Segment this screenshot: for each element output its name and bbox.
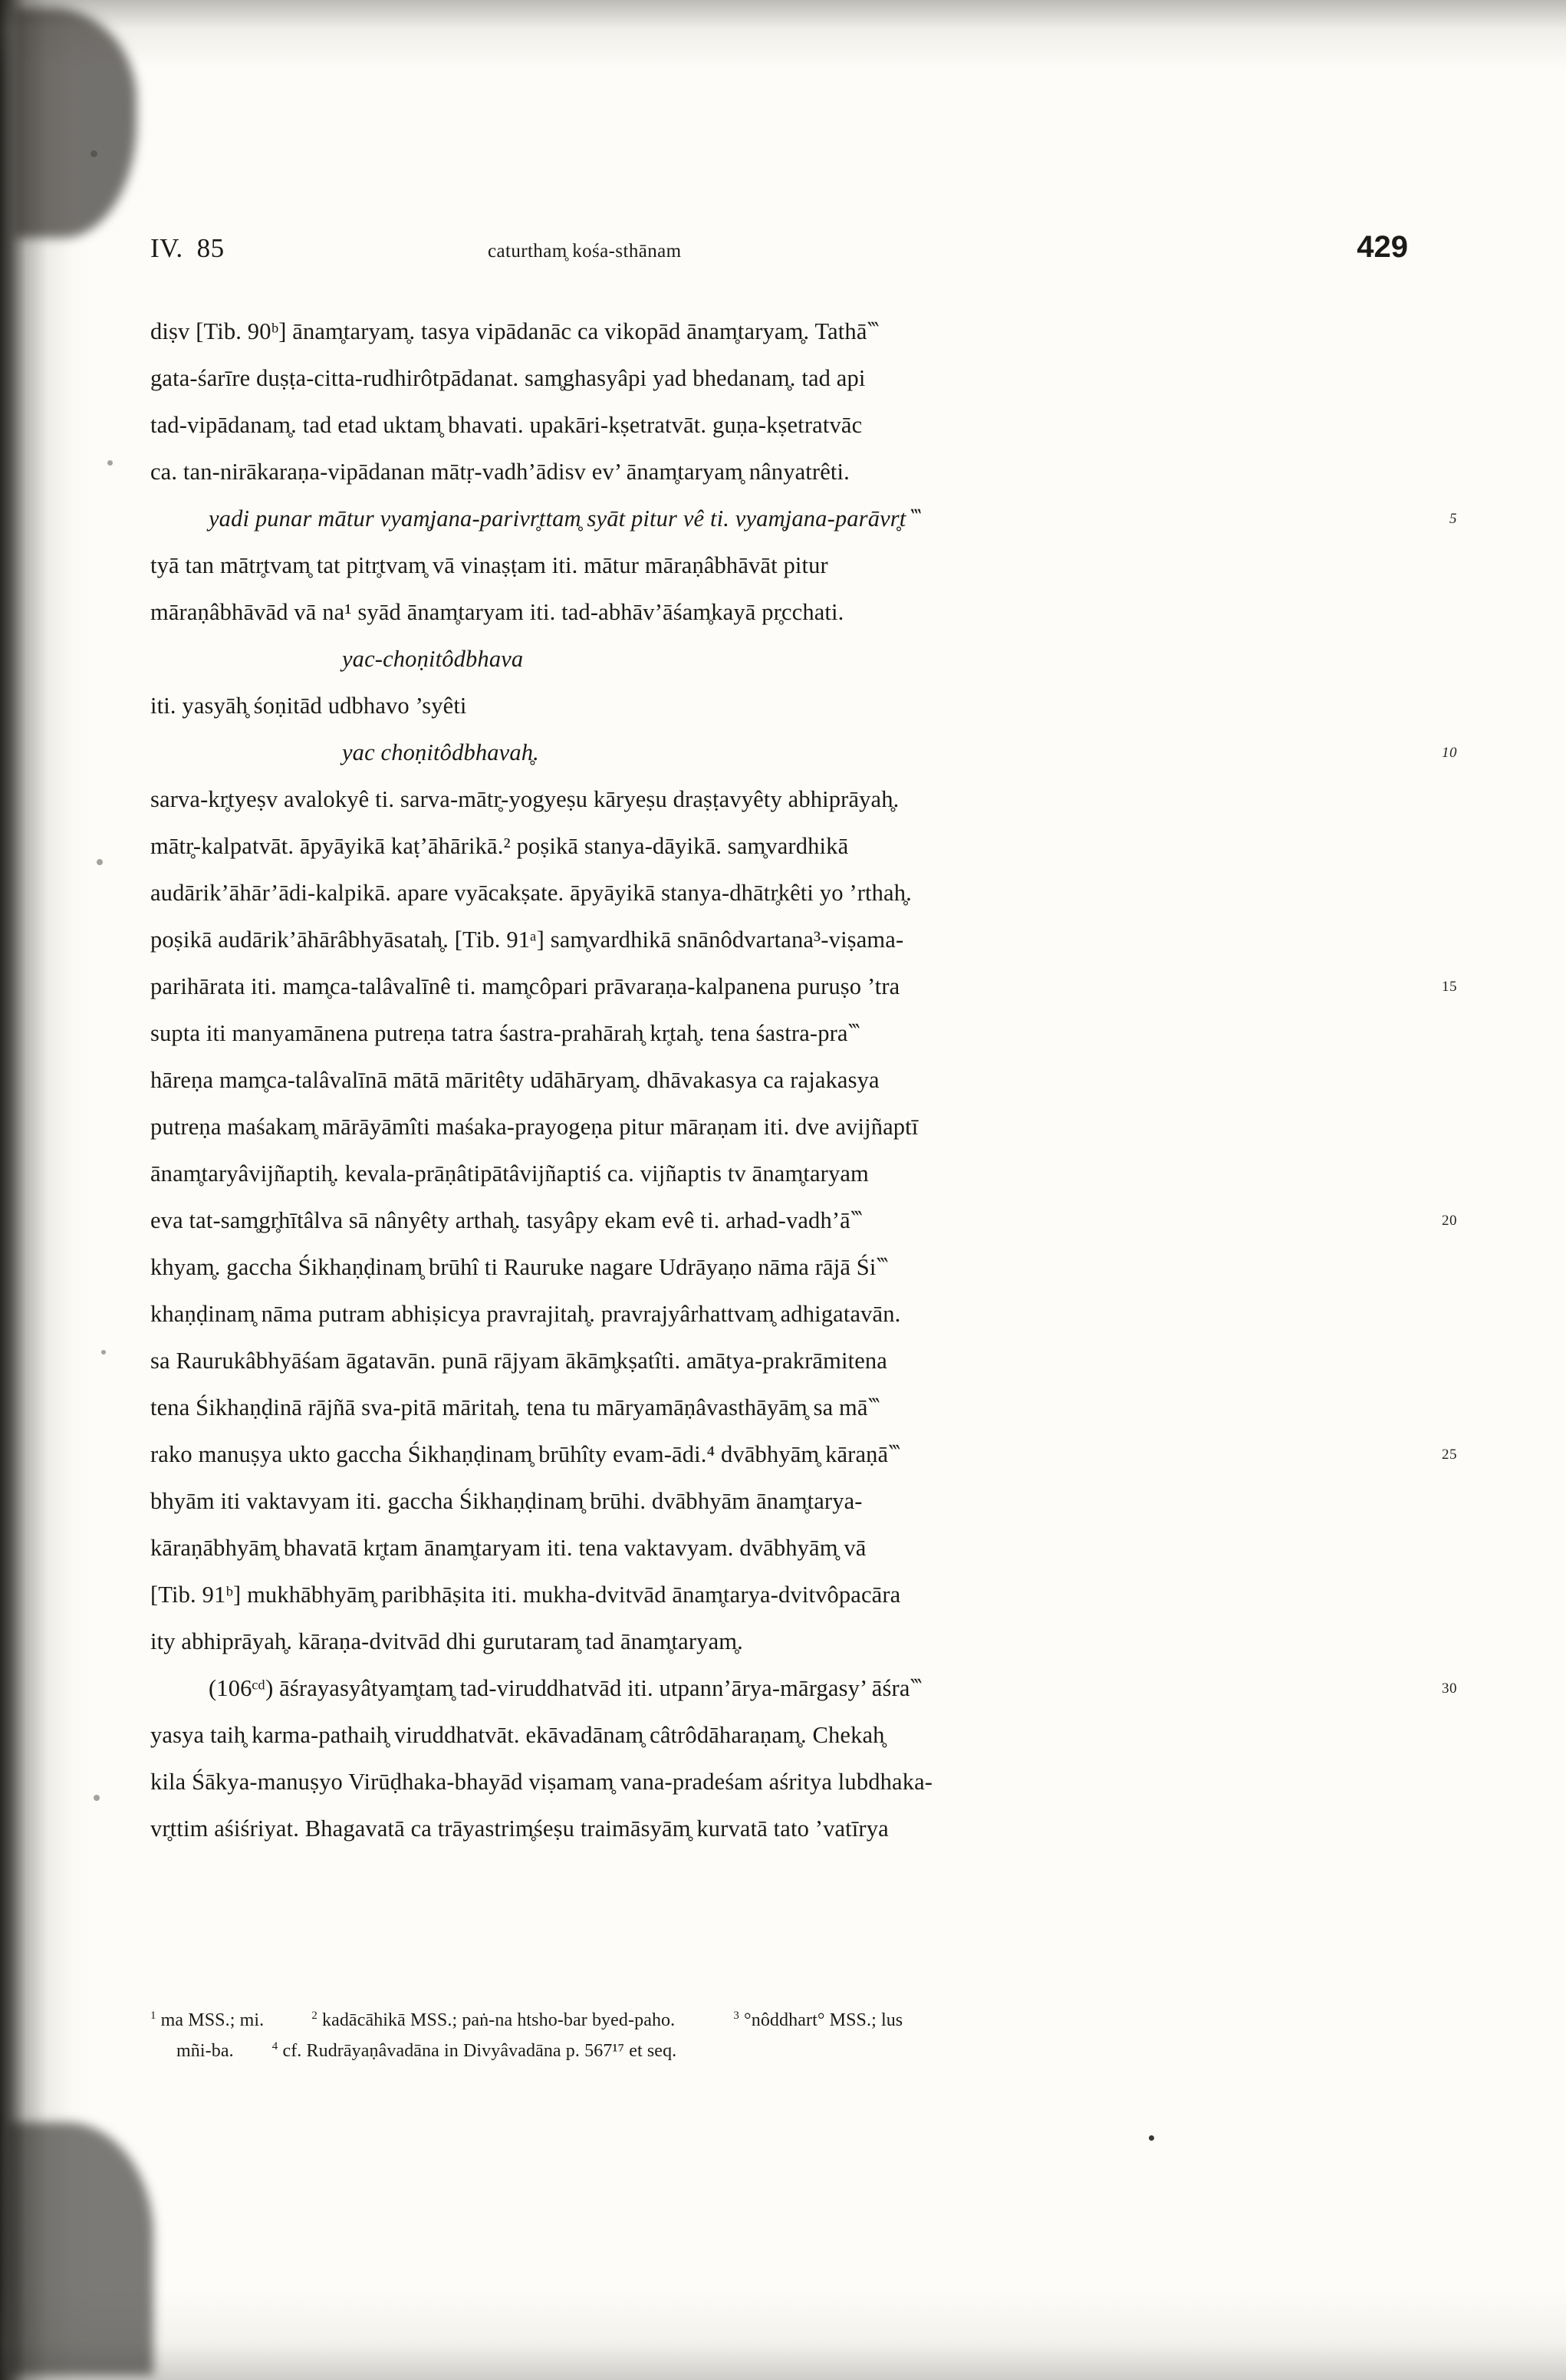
text-line: [150, 1665, 1457, 1712]
footnote-marker-1: 1: [150, 2010, 156, 2022]
scan-edge-shadow-left: [0, 0, 92, 2380]
text-line: mātr̥-kalpatvāt. āpyāyikā kaṭ’āhārikā.² poṣikā stanya-dāyikā. sam̥vardhikā: [150, 833, 849, 859]
running-title: caturtham̥ kośa-sthānam: [488, 241, 682, 262]
footnote-text-4: cf. Rudrāyaṇâvadāna in Divyâvadāna p. 567¹⁷ et seq.: [282, 2041, 677, 2061]
folio-reference: [150, 233, 225, 264]
scan-edge-shadow-top: [0, 0, 1566, 69]
scan-speck: [90, 150, 97, 157]
folio-number: 85: [196, 233, 225, 263]
text-line: poṣikā audārik’āhārâbhyāsatah̥. [Tib. 91ᵃ] sam̥vardhikā snānôdvartana³-viṣama-: [150, 927, 904, 953]
running-head: [150, 230, 1408, 275]
text-line: sa Raurukâbhyāśam āgatavān. punā rājyam ākām̥kṣatîti. amātya-prakrāmitena: [150, 1348, 887, 1374]
text-line: sarva-kr̥tyeṣv avalokyê ti. sarva-mātr̥-yogyeṣu kāryeṣu draṣṭavyêty abhiprāyah̥.: [150, 786, 900, 812]
text-line: yac-choṇitôdbhava: [342, 646, 524, 672]
text-line: tena Śikhaṇḍinā rājñā sva-pitā māritah̥. tena tu māryamāṇâvasthāyām̥ sa mā‷: [150, 1394, 880, 1420]
footnote-marker-3: 3: [733, 2010, 739, 2022]
text-line: [150, 1431, 1457, 1478]
footnote-continuation: mñi-ba.: [176, 2041, 234, 2061]
text-line: bhyām iti vaktavyam iti. gaccha Śikhaṇḍinam̥ brūhi. dvābhyām ānam̥tarya-: [150, 1488, 863, 1514]
text-line: iti. yasyāh̥ śoṇitād udbhavo ’syêti: [150, 693, 467, 719]
scan-speck: [107, 460, 113, 466]
scan-artifact-bottom-left: [8, 2122, 153, 2375]
line-number-10: 10: [1442, 745, 1457, 761]
text-line-content: yac choṇitôdbhavah̥.: [342, 739, 539, 765]
line-number-20: 20: [1442, 1213, 1457, 1229]
text-line: kila Śākya-manuṣyo Virūḍhaka-bhayād viṣamam̥ vana-pradeśam aśritya lubdhaka-: [150, 1769, 933, 1795]
text-line: khyam̥. gaccha Śikhaṇḍinam̥ brūhî ti Rauruke nagare Udrāyaṇo nāma rājā Śi‷: [150, 1254, 889, 1280]
text-line: khaṇḍinam̥ nāma putram abhiṣicya pravrajitah̥. pravrajyârhattvam̥ adhigatavān.: [150, 1301, 901, 1327]
text-line: [150, 729, 1457, 776]
text-line: kāraṇābhyām̥ bhavatā kr̥tam ānam̥taryam iti. tena vaktavyam. dvābhyām̥ vā: [150, 1535, 867, 1561]
text-line: audārik’āhār’ādi-kalpikā. apare vyācakṣate. āpyāyikā stanya-dhātr̥kêti yo ’rthah̥.: [150, 880, 912, 906]
ink-dot: [1149, 2135, 1154, 2141]
text-line: ca. tan-nirākaraṇa-vipādanan mātṛ-vadh’ādisv ev’ ānam̥taryam̥ nânyatrêti.: [150, 459, 850, 485]
text-line: yasya taih̥ karma-pathaih̥ viruddhatvāt. ekāvadānam̥ câtrôdāharaṇam̥. Chekah̥: [150, 1722, 885, 1748]
folio-label: IV.: [150, 233, 183, 263]
text-line-content: (106ᶜᵈ) āśrayasyâtyam̥tam̥ tad-viruddhatvād iti. utpann’ārya-mārgasy’ āśra‷: [209, 1675, 923, 1701]
text-line: [150, 1197, 1457, 1244]
text-line: hāreṇa mam̥ca-talâvalīnā mātā māritêty udāhāryam̥. dhāvakasya ca rajakasya: [150, 1067, 880, 1093]
line-number-30: 30: [1442, 1680, 1457, 1697]
text-line: ānam̥taryâvijñaptih̥. kevala-prāṇâtipātâvijñaptiś ca. vijñaptis tv ānam̥taryam: [150, 1160, 869, 1187]
line-number-5: 5: [1449, 511, 1457, 527]
scan-speck: [94, 1795, 100, 1801]
text-line-content: yadi punar mātur vyam̥jana-parivr̥ttam̥ syāt pitur vê ti. vyam̥jana-parāvr̥t‷: [209, 505, 919, 532]
line-number-15: 15: [1442, 979, 1457, 995]
page-number: 429: [1357, 230, 1408, 264]
scan-speck: [97, 859, 103, 865]
text-line: [150, 963, 1457, 1010]
scan-artifact-top-left: [14, 8, 137, 238]
footnote-marker-4: 4: [271, 2040, 278, 2052]
scan-speck: [101, 1350, 106, 1355]
text-line: putreṇa maśakam̥ mārāyāmîti maśaka-prayogeṇa pitur māraṇam iti. dve avijñaptī: [150, 1114, 919, 1140]
text-line: tyā tan mātr̥tvam̥ tat pitr̥tvam̥ vā vinaṣṭam iti. mātur māraṇâbhāvāt pitur: [150, 552, 828, 578]
footnote-text-1: ma MSS.; mi.: [160, 2010, 265, 2030]
text-line: supta iti manyamānena putreṇa tatra śastra-prahārah̥ kr̥tah̥. tena śastra-pra‷: [150, 1020, 860, 1046]
text-line-content: rako manuṣya ukto gaccha Śikhaṇḍinam̥ brūhîty evam-ādi.⁴ dvābhyām̥ kāraṇā‷: [150, 1441, 901, 1467]
text-line: māraṇâbhāvād vā na¹ syād ānam̥taryam iti. tad-abhāv’āśam̥kayā pr̥cchati.: [150, 599, 844, 625]
text-line-content: parihārata iti. mam̥ca-talâvalīnê ti. mam̥côpari prāvaraṇa-kalpanena puruṣo ’tra: [150, 973, 900, 999]
text-line: vr̥ttim aśiśriyat. Bhagavatā ca trāyastrim̥śeṣu traimāsyām̥ kurvatā tato ’vatīrya: [150, 1815, 889, 1842]
scan-edge-shadow-bottom: [0, 2288, 1566, 2380]
footnote-marker-2: 2: [311, 2010, 317, 2022]
footnote-line: [150, 2036, 1408, 2066]
text-line-content: eva tat-sam̥gr̥hītâlva sā nânyêty arthah̥. tasyâpy ekam evê ti. arhad-vadh’ā‷: [150, 1207, 863, 1233]
text-line: [150, 495, 1457, 542]
footnote-text-3: °nôddhart° MSS.; lus: [744, 2010, 903, 2030]
body-text: [150, 308, 1457, 1852]
line-number-25: 25: [1442, 1447, 1457, 1463]
text-line: ity abhiprāyah̥. kāraṇa-dvitvād dhi gurutaram̥ tad ānam̥taryam̥.: [150, 1628, 743, 1654]
footnote-block: [150, 2000, 1408, 2066]
footnote-text-2: kadācāhikā MSS.; paṅ-na htsho-bar byed-paho.: [321, 2010, 676, 2030]
text-line: tad-vipādanam̥. tad etad uktam̥ bhavati. upakāri-kṣetratvāt. guṇa-kṣetratvāc: [150, 412, 863, 438]
text-line: diṣv [Tib. 90ᵇ] ānam̥taryam̥. tasya vipādanāc ca vikopād ānam̥taryam̥. Tathā‷: [150, 318, 880, 344]
text-line: gata-śarīre duṣṭa-citta-rudhirôtpādanat. sam̥ghasyâpi yad bhedanam̥. tad api: [150, 365, 866, 391]
page-text-block: [150, 230, 1457, 1852]
footnote-line: [150, 2005, 1408, 2036]
text-line: [Tib. 91ᵇ] mukhābhyām̥ paribhāṣita iti. mukha-dvitvād ānam̥tarya-dvitvôpacāra: [150, 1582, 901, 1608]
